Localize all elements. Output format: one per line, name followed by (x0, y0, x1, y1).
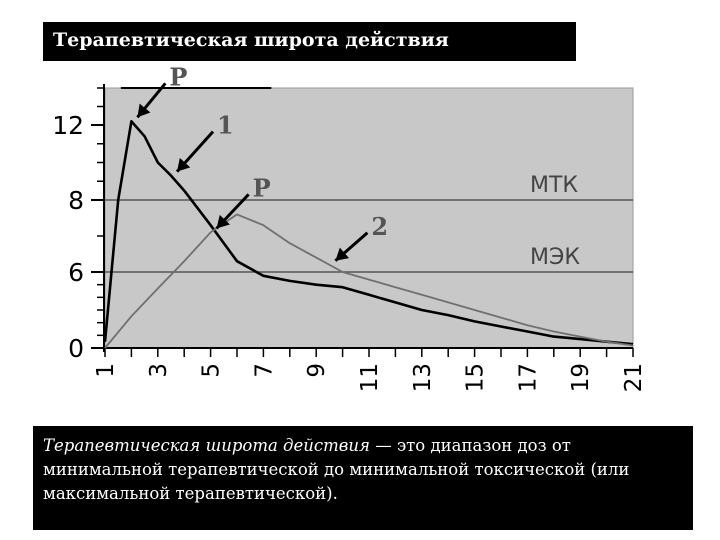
x-tick-label: 21 (621, 363, 647, 393)
annotation-label: P (252, 173, 271, 203)
annotation-label: 2 (371, 211, 389, 241)
x-tick-label: 17 (515, 363, 542, 393)
x-tick-label: 15 (462, 363, 489, 393)
x-tick-label: 1 (93, 363, 119, 378)
x-tick-label: 3 (145, 363, 172, 378)
reference-label-МТК: МТК (530, 173, 579, 198)
definition-box (33, 426, 693, 530)
x-tick-label: 13 (409, 363, 436, 393)
annotation-label: 1 (217, 110, 234, 140)
definition-text: — это диапазон доз от минимальной терапевтической до минимальной токсической (или максимальной терапевтической). (43, 436, 630, 503)
y-tick-label: 6 (68, 258, 84, 287)
x-tick-label: 7 (251, 363, 278, 378)
x-tick-label: 11 (357, 363, 383, 393)
x-tick-label: 5 (198, 363, 225, 378)
annotation-label: P (169, 62, 188, 92)
y-tick-label: 12 (52, 111, 84, 140)
x-tick-label: 9 (304, 363, 331, 378)
reference-label-МЭК: МЭК (530, 245, 580, 270)
definition-term: Терапевтическая широта действия (43, 436, 370, 455)
y-tick-label: 0 (68, 334, 84, 363)
x-tick-label: 19 (568, 363, 595, 393)
y-tick-label: 8 (68, 186, 84, 215)
slide-title: Терапевтическая широта действия (43, 22, 576, 61)
plot-background (105, 88, 633, 348)
